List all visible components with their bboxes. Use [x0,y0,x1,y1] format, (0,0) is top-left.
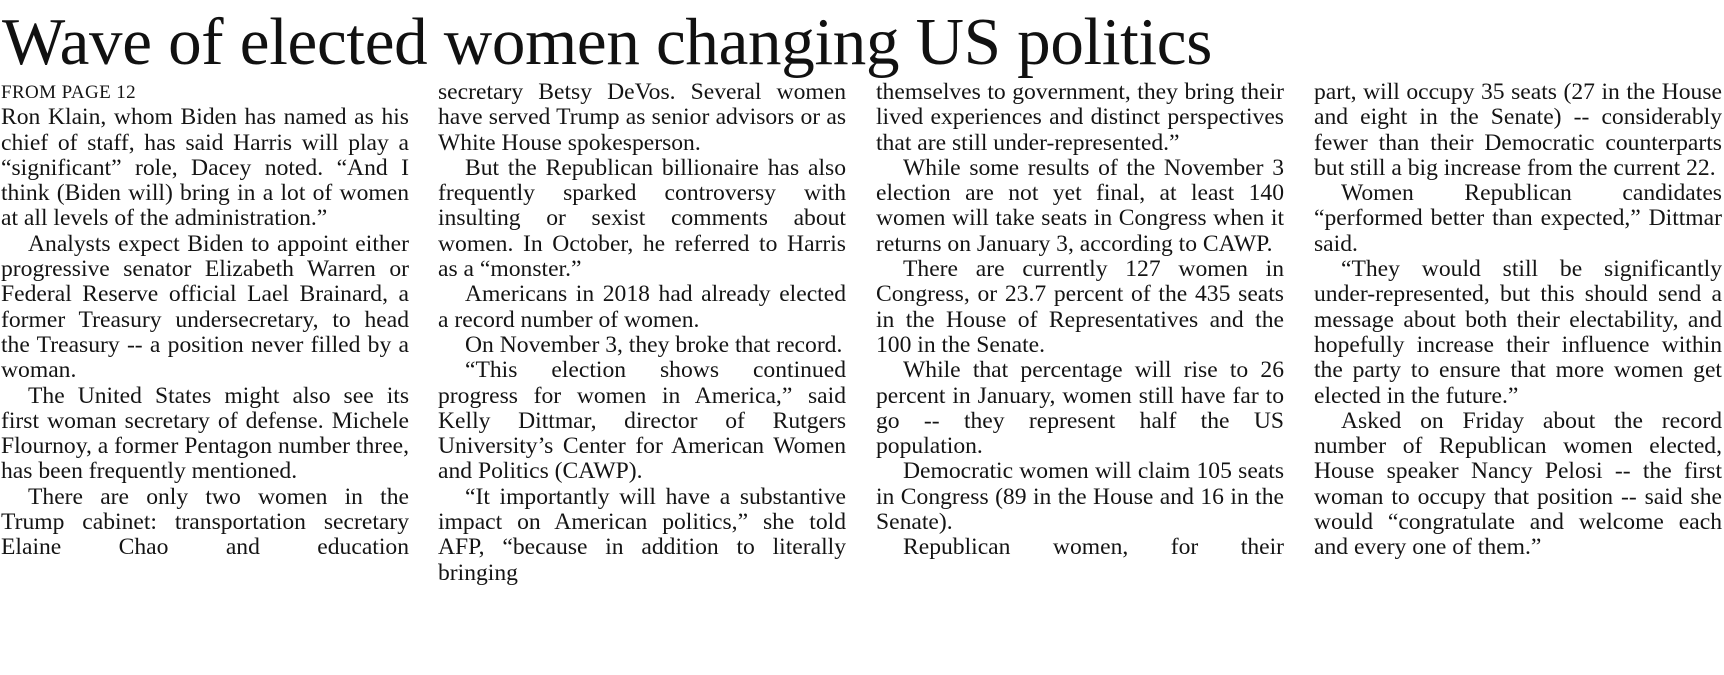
paragraph: While that percentage will rise to 26 percent in January, women still have far to go -- they represent half the US population. [876,357,1284,460]
paragraph: Democratic women will claim 105 seats in Congress (89 in the House and 16 in the Senate). [876,458,1284,536]
paragraph: secretary Betsy DeVos. Several women have served Trump as senior advisors or as White House spokesperson. [438,79,846,156]
article-column-2 [438,80,846,586]
article-column-3 [876,80,1284,561]
paragraph: Republican women, for their [903,534,1284,561]
article-column-1 [1,80,409,561]
paragraph: Asked on Friday about the record number of Republican women elected, House speaker Nancy Pelosi -- the first woman to occupy that position -- said she would “congratulate and welcome each and every one of them.” [1314,407,1722,561]
paragraph: Ron Klain, whom Biden has named as his chief of staff, has said Harris will play a “significant” role, Dacey noted. “And I think (Biden will) bring in a lot of women at all levels of the administration.” [1,104,409,232]
paragraph: But the Republican billionaire has also frequently sparked controversy with insulting or sexist comments about women. In October, he referred to Harris as a “monster.” [438,154,846,283]
paragraph: themselves to government, they bring their lived experiences and distinct perspectives that are still under-represented.” [876,79,1284,156]
paragraph: The United States might also see its first woman secretary of defense. Michele Flournoy, a former Pentagon number three, has been frequently mentioned. [1,382,409,485]
paragraph: Americans in 2018 had already elected a record number of women. [438,281,846,333]
paragraph: Women Republican candidates “performed better than expected,” Dittmar said. [1314,180,1722,257]
paragraph: Analysts expect Biden to appoint either progressive senator Elizabeth Warren or Federal Reserve official Lael Brainard, a former Treasury undersecretary, to head the Treasury -- a position never filled by a woman. [1,230,409,384]
paragraph: While some results of the November 3 election are not yet final, at least 140 women will take seats in Congress when it returns on January 3, according to CAWP. [876,154,1284,257]
headline: Wave of elected women changing US politics [2,5,1212,79]
jump-line: FROM PAGE 12 [1,82,137,103]
paragraph: part, will occupy 35 seats (27 in the House and eight in the Senate) -- considerably fewer than their Democratic counterparts but still a big increase from the current 22. [1314,79,1722,181]
paragraph: “It importantly will have a substantive impact on American politics,” she told AFP, “because in addition to literally bringing [438,483,846,586]
paragraph: There are currently 127 women in Congress, or 23.7 percent of the 435 seats in the House of Representatives and the 100 in the Senate. [876,256,1284,358]
paragraph: “They would still be significantly under-represented, but this should send a message about both their electability, and hopefully increase their influence within the party to ensure that more women get elected in the future.” [1314,256,1722,409]
paragraph: “This election shows continued progress for women in America,” said Kelly Dittmar, director of Rutgers University’s Center for American Women and Politics (CAWP). [438,357,846,485]
paragraph: On November 3, they broke that record. [465,331,843,358]
paragraph: There are only two women in the Trump cabinet: transportation secretary Elaine Chao and education [1,483,409,561]
article-column-4 [1314,80,1722,561]
